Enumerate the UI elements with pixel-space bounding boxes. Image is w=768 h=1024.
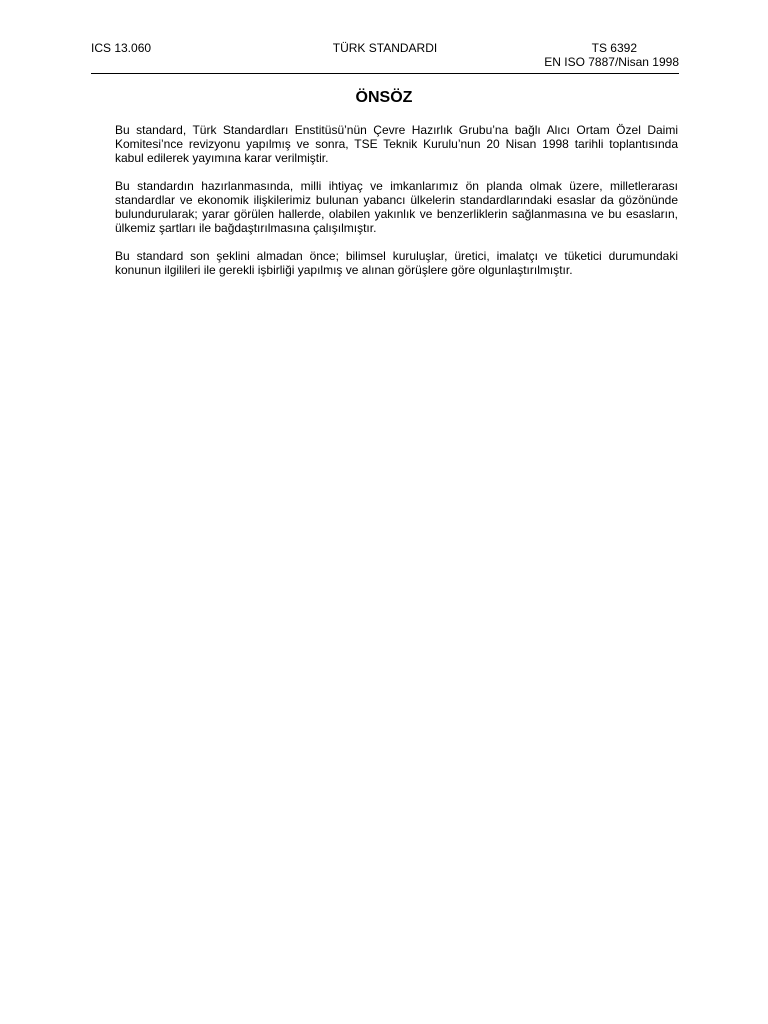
standard-reference: EN ISO 7887/Nisan 1998 bbox=[544, 55, 679, 69]
page-header bbox=[91, 41, 679, 74]
ics-code: ICS 13.060 bbox=[91, 41, 152, 55]
standard-org-title: TÜRK STANDARDI bbox=[332, 41, 438, 55]
paragraph: Bu standardın hazırlanmasında, milli ihtiyaç ve imkanlarımız ön planda olmak üzere, milletlerarası standardlar ve ekonomik ilişkilerimiz bulunan yabancı ülkelerin standardlarındaki esaslar da gözönünde bulundurularak; yarar görülen hallerde, olabilen yakınlık ve benzerliklerin sağlanmasına ve bu esasların, ülkemiz şartları ile bağdaştırılmasına çalışılmıştır. bbox=[115, 179, 678, 235]
standard-id-block bbox=[544, 41, 679, 69]
paragraph: Bu standard, Türk Standardları Enstitüsü’nün Çevre Hazırlık Grubu’na bağlı Alıcı Ortam Özel Daimi Komitesi’nce revizyonu yapılmış ve sonra, TSE Teknik Kurulu’nun 20 Nisan 1998 tarihli toplantısında kabul edilerek yayımına karar verilmiştir. bbox=[115, 123, 678, 165]
foreword-body bbox=[115, 123, 678, 291]
standard-number: TS 6392 bbox=[591, 41, 637, 55]
paragraph: Bu standard son şeklini almadan önce; bilimsel kuruluşlar, üretici, imalatçı ve tüketici durumundaki konunun ilgilileri ile gerekli işbirliği yapılmış ve alınan görüşlere göre olgunlaştırılmıştır. bbox=[115, 249, 678, 277]
page-title: ÖNSÖZ bbox=[355, 89, 413, 106]
